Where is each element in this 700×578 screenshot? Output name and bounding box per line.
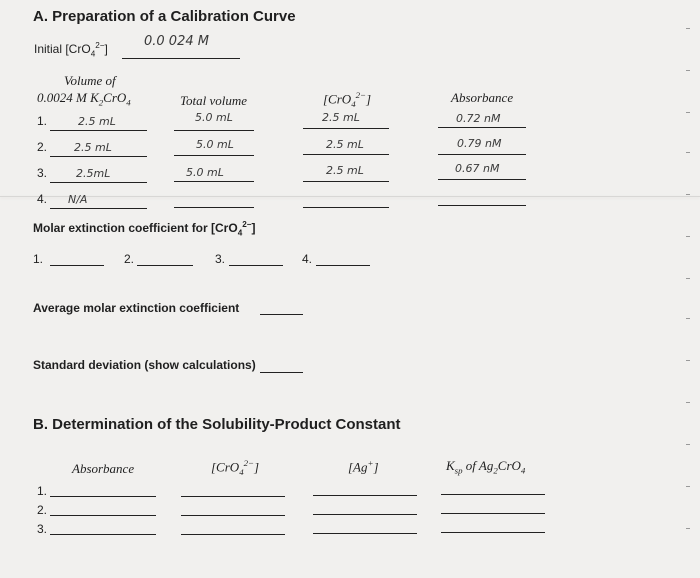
blank-line [313, 514, 417, 515]
initial-cro4-label: Initial [CrO$_4^{2-}$] [34, 41, 108, 59]
absorbance-value: 0.67 nM [455, 162, 500, 175]
blank-line [441, 532, 545, 533]
blank-line [260, 314, 303, 315]
blank-line [438, 127, 526, 128]
total-volume-value: 5.0 mL [196, 138, 234, 151]
average-molar-label: Average molar extinction coefficient [33, 301, 240, 315]
volume-value: N/A [68, 193, 88, 206]
header-b-ksp: $K_{sp}$ of $Ag_2CrO_4$ [446, 458, 526, 476]
blank-line [441, 494, 545, 495]
header-total-volume: Total volume [180, 93, 248, 108]
page-fold [0, 196, 700, 197]
row-number: 2. [37, 503, 48, 517]
total-volume-value: 5.0 mL [195, 111, 233, 124]
header-cro4-concentration: [CrO$_4^{2-}$] [323, 90, 372, 109]
molar-item-number: 4. [302, 252, 313, 266]
section-b-title: B. Determination of the Solubility-Product Constant [33, 416, 401, 433]
total-volume-value: 5.0 mL [186, 166, 224, 179]
initial-cro4-value: 0.0 024 M [144, 34, 209, 49]
blank-line [174, 181, 254, 182]
molar-item-number: 2. [124, 252, 135, 266]
blank-line [316, 265, 370, 266]
row-number: 2. [37, 140, 48, 154]
blank-line [50, 208, 147, 209]
row-number: 1. [37, 114, 48, 128]
blank-line [303, 128, 389, 129]
molar-extinction-label: Molar extinction coefficient for [CrO$_4^{2-}$] [33, 220, 256, 238]
molar-item-number: 3. [215, 252, 226, 266]
blank-line [174, 207, 254, 208]
blank-line [174, 130, 254, 131]
blank-line [50, 182, 147, 183]
blank-line [137, 265, 193, 266]
standard-deviation-label: Standard deviation (show calculations) [33, 358, 256, 372]
blank-line [50, 156, 147, 157]
header-volume-line2: 0.0024 M $K_2CrO_4$ [37, 90, 131, 108]
row-number: 3. [37, 166, 48, 180]
blank-line [438, 179, 526, 180]
row-number: 3. [37, 522, 48, 536]
cro4-value: 2.5 mL [326, 138, 364, 151]
header-b-ag: [Ag+] [348, 458, 379, 475]
blank-line [438, 205, 526, 206]
blank-line [50, 130, 147, 131]
blank-line [303, 154, 389, 155]
blank-line [50, 534, 156, 535]
blank-line [313, 495, 417, 496]
initial-cro4-underline [122, 58, 240, 59]
blank-line [303, 181, 389, 182]
blank-line [50, 496, 156, 497]
blank-line [260, 372, 303, 373]
section-a-title: A. Preparation of a Calibration Curve [33, 8, 296, 25]
header-b-absorbance: Absorbance [72, 461, 135, 476]
blank-line [181, 515, 285, 516]
absorbance-value: 0.79 nM [457, 137, 502, 150]
blank-line [438, 154, 526, 155]
blank-line [229, 265, 283, 266]
volume-value: 2.5 mL [78, 115, 116, 128]
blank-line [181, 534, 285, 535]
blank-line [303, 207, 389, 208]
header-absorbance: Absorbance [451, 90, 514, 105]
absorbance-value: 0.72 nM [456, 112, 501, 125]
cro4-value: 2.5 mL [322, 111, 360, 124]
blank-line [181, 496, 285, 497]
cro4-value: 2.5 mL [326, 164, 364, 177]
row-number: 1. [37, 484, 48, 498]
blank-line [50, 515, 156, 516]
volume-value: 2.5 mL [74, 141, 112, 154]
blank-line [313, 533, 417, 534]
volume-value: 2.5mL [76, 167, 111, 180]
header-volume-line1: Volume of [64, 73, 116, 88]
molar-item-number: 1. [33, 252, 44, 266]
row-number: 4. [37, 192, 48, 206]
blank-line [50, 265, 104, 266]
header-b-cro4: [CrO$_4^{2-}$] [211, 458, 260, 477]
blank-line [441, 513, 545, 514]
blank-line [174, 155, 254, 156]
